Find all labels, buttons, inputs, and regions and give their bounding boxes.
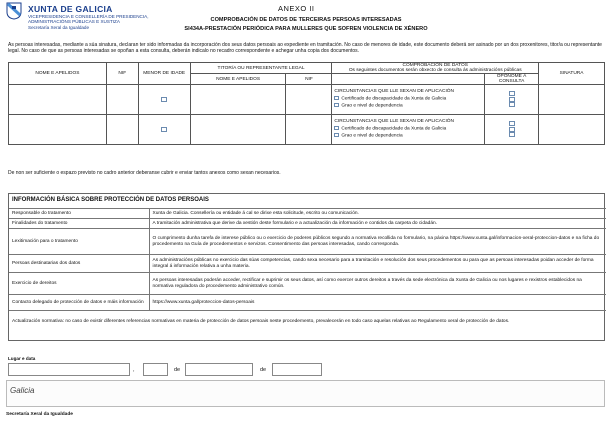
separator-de-2: de bbox=[260, 367, 267, 373]
dp-row bbox=[9, 209, 606, 219]
oppose-checkbox[interactable] bbox=[509, 127, 515, 132]
dp-label: Contacto delegado de protección de datos e máis información bbox=[9, 295, 149, 311]
oppose-checkbox[interactable] bbox=[509, 102, 515, 107]
cell-guardian-nif[interactable] bbox=[286, 85, 332, 115]
dp-value: As administracións públicas no exercicio das súas competencias, cando sexa necesario para a tramitación e resolución dos seus procedementos ou para que as persoas interesadas poidan acceder de forma integral á información relativa a unha materia. bbox=[149, 255, 606, 273]
dp-label: Responsable do tratamento bbox=[9, 209, 149, 219]
table-row bbox=[9, 85, 605, 115]
oppose-checkbox[interactable] bbox=[509, 91, 515, 96]
org-secretariat: Secretaría Xeral da Igualdade bbox=[28, 25, 90, 30]
cell-name[interactable] bbox=[9, 85, 107, 115]
dp-value: As persoas interesadas poderán acceder, rectificar e suprimir os seus datos, así como exercer outros dereitos a través da sede electrónica da Xunta de Galicia ou nos lugares e rexistros establecidos na normativa reguladora do procedemento administrativo común. bbox=[149, 273, 606, 295]
circ-item-disability: Certificado de discapacidade da Xunta de Galicia bbox=[341, 126, 447, 132]
galicia-signature-mark: Galicia bbox=[10, 386, 35, 395]
dp-label: Persoas destinatarias dos datos bbox=[9, 255, 149, 273]
data-protection-box bbox=[8, 193, 605, 341]
oppose-checkbox[interactable] bbox=[509, 132, 515, 137]
separator-de: de bbox=[174, 367, 181, 373]
dp-update-note: Actualización normativa: no caso de existir diferentes referencias normativas en materia de protección de datos persoais neste procedemento, prevalecerán en todo caso aquelas relativas ao Regulamento xeral de protección de datos. bbox=[9, 311, 606, 333]
org-department-2: ADMINISTRACIÓNS PÚBLICAS E XUSTIZA bbox=[28, 19, 120, 24]
cell-guardian-nif[interactable] bbox=[286, 115, 332, 145]
circ-item-dependency: Grao e nivel de dependencia bbox=[341, 133, 403, 139]
disability-checkbox[interactable] bbox=[334, 96, 339, 101]
circ-item-disability: Certificado de discapacidade da Xunta de Galicia bbox=[341, 96, 447, 102]
col-header-signature: SINATURA bbox=[539, 63, 605, 85]
intro-text: As persoas interesadas, mediante a súa sinatura, declaran ter sido informadas da incorporación dos seus datos persoais ao expediente en tramitación. No caso de menores de idade, este documento deberá ser asinado por un dos proxenitores, titor/a ou representante legal. No caso de que as persoas interesadas se opoñan a esta consulta, deberán indicalo no recadro correspondente e achegar unha copia dos documentos. bbox=[8, 42, 602, 54]
dp-row bbox=[9, 295, 606, 311]
minor-checkbox[interactable] bbox=[161, 127, 167, 132]
data-protection-table bbox=[9, 208, 606, 333]
dp-value: Xunta de Galicia. Consellería ou entidade á cal se dirixe esta solicitude, escrito ou comunicación. bbox=[149, 209, 606, 219]
dp-row bbox=[9, 229, 606, 255]
col-header-guardian-nif: NIF bbox=[286, 74, 332, 85]
cell-signature[interactable] bbox=[539, 115, 605, 145]
col-header-nif: NIF bbox=[106, 63, 138, 85]
year-field[interactable] bbox=[272, 363, 322, 376]
cell-nif[interactable] bbox=[106, 85, 138, 115]
dp-row bbox=[9, 311, 606, 333]
cell-signature[interactable] bbox=[539, 85, 605, 115]
dp-label: Exercicio de dereitos bbox=[9, 273, 149, 295]
col-header-name: NOME E APELIDOS bbox=[9, 63, 107, 85]
dp-label: Finalidades do tratamento bbox=[9, 219, 149, 229]
col-header-guardian-name: NOME E APELIDOS bbox=[190, 74, 286, 85]
circ-item-dependency: Grao e nivel de dependencia bbox=[341, 103, 403, 109]
col-header-oppose: OPÓÑOME Á CONSULTA bbox=[485, 74, 539, 85]
oppose-checkbox[interactable] bbox=[509, 121, 515, 126]
col-header-documents bbox=[332, 74, 485, 85]
circumstances-cell bbox=[332, 85, 485, 115]
minor-checkbox[interactable] bbox=[161, 97, 167, 102]
cell-guardian-name[interactable] bbox=[190, 85, 286, 115]
dp-row bbox=[9, 273, 606, 295]
separator-comma: , bbox=[133, 367, 135, 373]
col-header-minor: MENOR DE IDADE bbox=[138, 63, 190, 85]
cell-guardian-name[interactable] bbox=[190, 115, 286, 145]
org-department: VICEPRESIDENCIA E CONSELLERÍA DE PRESIDENCIA, bbox=[28, 14, 149, 19]
data-check-title: COMPROBACIÓN DE DATOS bbox=[402, 63, 468, 68]
third-party-table bbox=[8, 62, 605, 145]
circumstances-cell bbox=[332, 115, 485, 145]
dp-value: O cumprimento dunha tarefa de interese público ou o exercicio de poderes públicos segundo a normativa recollida no formulario, na páxina https://www.xunta.gal/informacion-xeral-proteccion-datos e na ficha do procedemento na Guía de procedementos e servizos. Consentimento das persoas interesadas, cando corresponda. bbox=[149, 229, 606, 255]
day-field[interactable] bbox=[143, 363, 168, 376]
dp-row bbox=[9, 219, 606, 229]
dependency-checkbox[interactable] bbox=[334, 103, 339, 108]
org-name: XUNTA DE GALICIA bbox=[28, 4, 113, 14]
place-field[interactable] bbox=[8, 363, 130, 376]
signature-area[interactable] bbox=[6, 380, 605, 407]
dp-row bbox=[9, 255, 606, 273]
data-protection-title: INFORMACIÓN BÁSICA SOBRE PROTECCIÓN DE DATOS PERSOAIS bbox=[12, 197, 209, 203]
place-date-label: Lugar e data bbox=[8, 356, 36, 361]
space-note: De non ser suficiente o espazo previsto no cadro anterior deberanse cubrir e enviar tantos anexos como sexan necesarios. bbox=[8, 170, 281, 176]
col-header-data-check bbox=[332, 63, 539, 74]
footer-secretariat: Secretaría Xeral da Igualdade bbox=[6, 412, 73, 417]
dependency-checkbox[interactable] bbox=[334, 133, 339, 138]
col-header-guardian: TITOR/A OU REPRESENTANTE LEGAL bbox=[190, 63, 332, 74]
cell-name[interactable] bbox=[9, 115, 107, 145]
annex-label: ANEXO II bbox=[278, 4, 315, 13]
document-subtitle: SI434A-PRESTACIÓN PERIÓDICA PARA MULLERES QUE SOFREN VIOLENCIA DE XÉNERO bbox=[184, 26, 428, 32]
dp-label: Lexitimación para o tratamento bbox=[9, 229, 149, 255]
month-field[interactable] bbox=[185, 363, 253, 376]
table-row bbox=[9, 115, 605, 145]
dp-value: A tramitación administrativa que derive da xestión deste formulario e a actualización da información e contidos da carpeta do cidadán. bbox=[149, 219, 606, 229]
disability-checkbox[interactable] bbox=[334, 126, 339, 131]
circumstances-title: CIRCUNSTANCIAS QUE LLE SEXAN DE APLICACIÓN bbox=[334, 119, 454, 125]
cell-nif[interactable] bbox=[106, 115, 138, 145]
data-check-desc: Os seguintes documentos serán obxecto de consulta ás administracións públicas bbox=[348, 68, 522, 73]
oppose-checkbox[interactable] bbox=[509, 97, 515, 102]
circumstances-title: CIRCUNSTANCIAS QUE LLE SEXAN DE APLICACIÓN bbox=[334, 89, 454, 95]
document-header bbox=[6, 2, 606, 40]
document-title: COMPROBACIÓN DE DATOS DE TERCEIRAS PERSOAS INTERESADAS bbox=[210, 17, 402, 23]
dp-value: https://www.xunta.gal/proteccion-datos-persoais bbox=[149, 295, 606, 311]
